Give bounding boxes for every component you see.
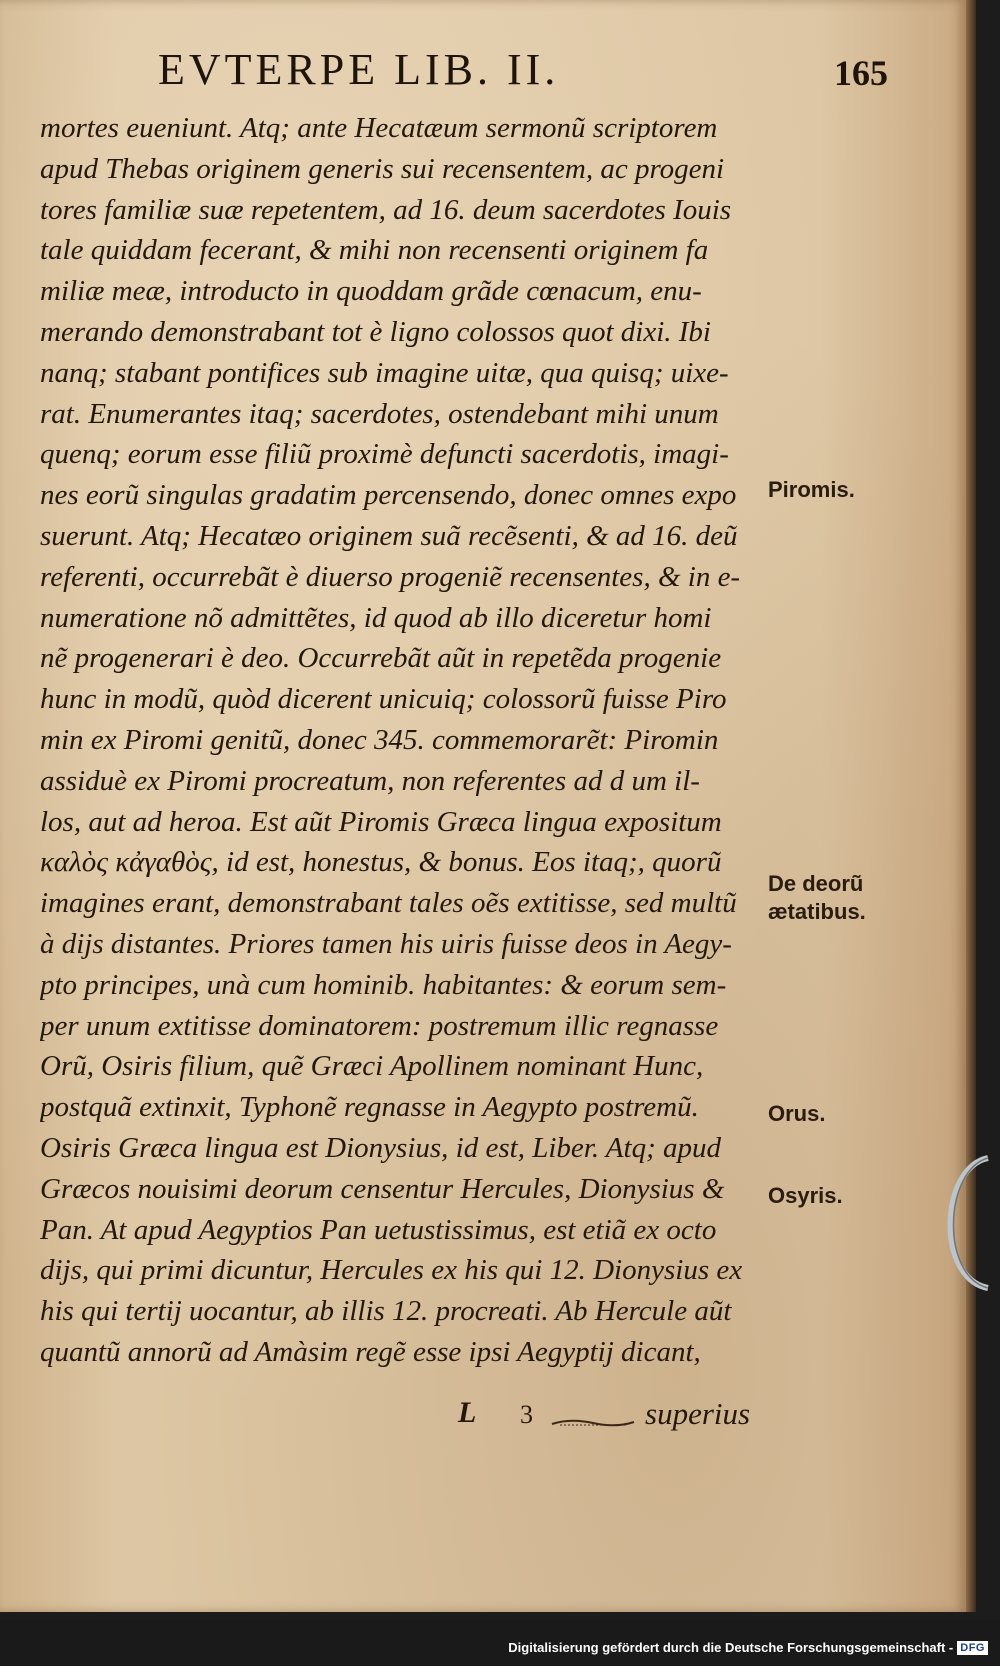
- text-line: nanq; stabant pontifices sub imagine uitæ, qua quisq; uixe-: [40, 356, 729, 389]
- text-line: καλὸς κἀγαθὸς, id est, honestus, & bonus. Eos itaq;, quorũ: [40, 846, 722, 879]
- text-line: imagines erant, demonstrabant tales oẽs extitisse, sed multũ: [40, 887, 737, 920]
- text-line: Græcos nouisimi deorum censentur Hercules, Dionysius &: [40, 1172, 725, 1205]
- page-header: [140, 44, 920, 106]
- page-footer: [40, 1396, 785, 1438]
- text-line: referenti, occurrebãt è diuerso progeniẽ recensentes, & in e-: [40, 560, 741, 593]
- text-line: dijs, qui primi dicuntur, Hercules ex his qui 12. Dionysius ex: [40, 1254, 743, 1287]
- text-line: merando demonstrabant tot è ligno colossos quot dixi. Ibi: [40, 315, 711, 348]
- text-line: pto principes, unà cum hominib. habitantes: & eorum sem-: [40, 968, 727, 1001]
- page-edge: [966, 0, 976, 1612]
- text-line: Orũ, Osiris filium, quẽ Græci Apollinem nominant Hunc,: [40, 1050, 704, 1083]
- ornament-rule: [550, 1414, 636, 1428]
- text-line: hunc in modũ, quòd dicerent unicuiq; colossorũ fuisse Piro: [40, 683, 727, 716]
- text-line: tores familiæ suæ repetentem, ad 16. deum sacerdotes Iouis: [40, 193, 732, 226]
- margin-note-de-deorum: De deorũ: [768, 871, 864, 896]
- text-line: à dijs distantes. Priores tamen his uiris fuisse deos in Aegy-: [40, 927, 732, 960]
- leaf-number: 3: [520, 1400, 533, 1429]
- body-text: [40, 108, 785, 1373]
- page-clip: [930, 1148, 990, 1298]
- margin-note-piromis: Piromis.: [768, 477, 855, 502]
- text-line: assiduè ex Piromi procreatum, non referentes ad d um il-: [40, 764, 700, 797]
- text-line: his qui tertij uocantur, ab illis 12. procreati. Ab Hercule aũt: [40, 1295, 732, 1328]
- text-line: suerunt. Atq; Hecatæo originem suã recẽsenti, & ad 16. deũ: [40, 519, 738, 552]
- text-line: miliæ meæ, introducto in quoddam grãde cœnacum, enu-: [40, 275, 702, 308]
- text-line: mortes eueniunt. Atq; ante Hecatæum sermonũ scriptorem: [40, 112, 718, 144]
- text-line: numeratione nõ admittẽtes, id quod ab illo diceretur homi: [40, 601, 712, 634]
- margin-note-aetatibus: ætatibus.: [768, 899, 866, 924]
- text-line: quantũ annorũ ad Amàsim regẽ esse ipsi Aegyptij dicant,: [40, 1335, 701, 1368]
- text-line: min ex Piromi genitũ, donec 345. commemorarẽt: Piromin: [40, 723, 719, 756]
- text-line: postquã extinxit, Typhonẽ regnasse in Aegypto postremũ.: [40, 1091, 699, 1124]
- text-line: Osiris Græca lingua est Dionysius, id est, Liber. Atq; apud: [40, 1131, 721, 1164]
- dfg-logo: DFG: [957, 1641, 988, 1655]
- text-line: apud Thebas originem generis sui recensentem, ac progeni: [40, 152, 725, 185]
- digitization-credit: [508, 1640, 988, 1655]
- text-line: per unum extitisse dominatorem: postremum illic regnasse: [40, 1009, 719, 1042]
- margin-note-orus: Orus.: [768, 1101, 826, 1126]
- signature-mark: L: [458, 1396, 477, 1429]
- text-line: tale quiddam fecerant, & mihi non recensenti originem fa: [40, 234, 709, 267]
- text-line: nẽ progenerari è deo. Occurrebãt aũt in repetẽda progenie: [40, 642, 722, 675]
- catchword: superius: [645, 1396, 751, 1431]
- text-line: rat. Enumerantes itaq; sacerdotes, ostendebant mihi unum: [40, 397, 719, 430]
- margin-note-osyris: Osyris.: [768, 1183, 843, 1208]
- running-head: EVTERPE LIB. II.: [158, 45, 560, 94]
- text-line: los, aut ad heroa. Est aũt Piromis Græca lingua expositum: [40, 805, 722, 838]
- text-line: nes eorũ singulas gradatim percensendo, donec omnes expo: [40, 479, 737, 512]
- credit-text: Digitalisierung gefördert durch die Deutsche Forschungsgemeinschaft -: [508, 1640, 954, 1655]
- page-number: 165: [834, 53, 888, 93]
- text-line: quenq; eorum esse filiũ proximè defuncti sacerdotis, imagi-: [40, 438, 729, 471]
- text-line: Pan. At apud Aegyptios Pan uetustissimus, est etiã ex octo: [40, 1213, 717, 1246]
